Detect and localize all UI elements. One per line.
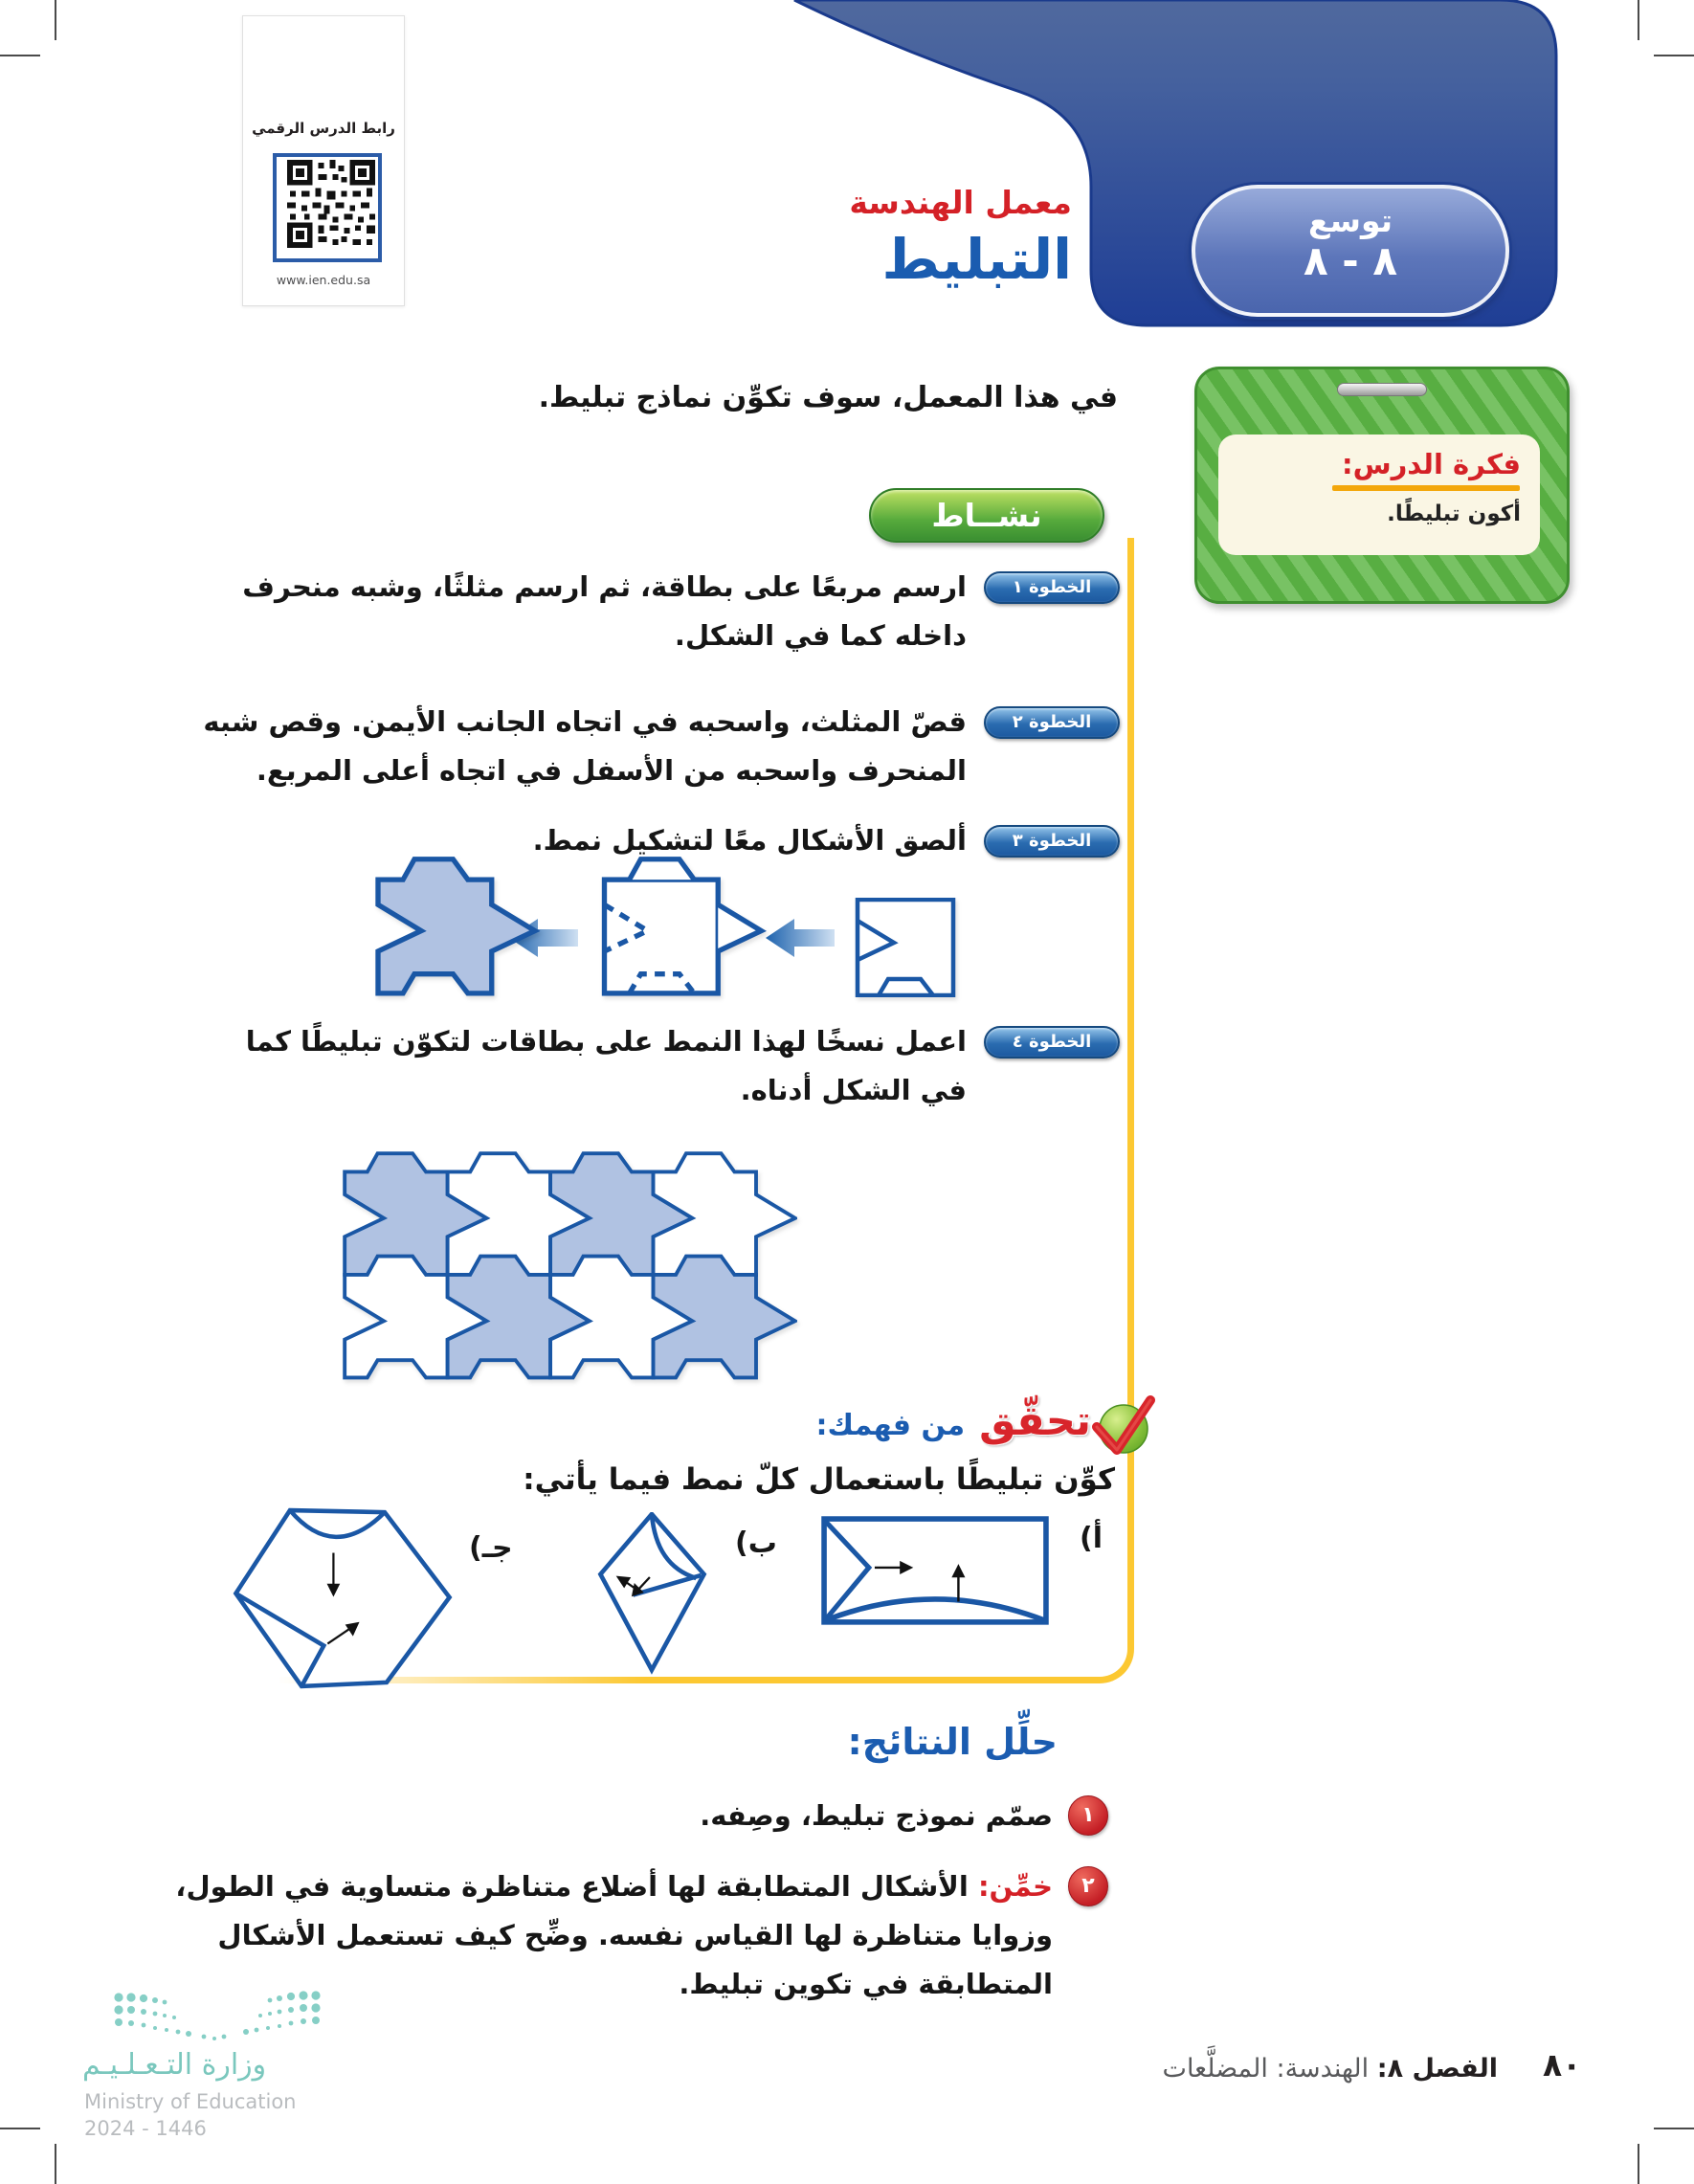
- shape-c-figure: [230, 1503, 455, 1694]
- item-2-body: الأشكال المتطابقة لها أضلاع متناظرة متساوية في الطول، وزوايا متناظرة لها القياس نفسه. وضِّح كيف تستعمل الأشكال المتطابقة في تكوين تبليط.: [175, 1870, 1053, 2000]
- step-2-badge: الخطوة ٢: [984, 706, 1120, 739]
- check-title-red: تحقّق: [979, 1397, 1091, 1445]
- crop-mark: [0, 55, 40, 56]
- check-icon: [1085, 1393, 1158, 1458]
- lesson-idea-title: فكرة الدرس:: [1342, 448, 1521, 480]
- step-3-text: ألصق الأشكال معًا لتشكيل نمط.: [532, 824, 967, 857]
- shape-a-label: أ): [1080, 1522, 1103, 1555]
- clip-icon: [1337, 383, 1427, 396]
- activity-frame-line: [1127, 538, 1134, 1646]
- crop-mark: [1654, 2128, 1694, 2129]
- lesson-number-badge: [1192, 185, 1509, 317]
- activity-frame-corner: [1094, 1642, 1134, 1683]
- qr-card-url: www.ien.edu.sa: [276, 273, 371, 287]
- chapter-footer: [1163, 2054, 1498, 2084]
- item-2-number: ٢: [1068, 1866, 1108, 1906]
- qr-code-icon: [273, 153, 382, 262]
- step-3-badge: الخطوة ٣: [984, 825, 1120, 858]
- lesson-idea-underline: [1332, 485, 1520, 491]
- crop-mark: [1638, 2144, 1639, 2184]
- crop-mark: [0, 2128, 40, 2129]
- step-4-text: اعمل نسخًا لهذا النمط على بطاقات لتكوّن تبليطًا كما في الشكل أدناه.: [245, 1025, 967, 1106]
- lesson-badge-label: توسع: [1307, 202, 1393, 239]
- ministry-name-arabic: وزارة التـعـلـيـم: [82, 2048, 267, 2082]
- analyze-results-title: حلِّل النتائج:: [847, 1721, 1058, 1763]
- lesson-idea-inner: [1218, 435, 1540, 555]
- step-1-badge: الخطوة ١: [984, 571, 1120, 604]
- check-title-blue: من فهمك:: [815, 1409, 966, 1442]
- item-2-text: [153, 1862, 1053, 2008]
- crop-mark: [55, 0, 56, 40]
- lesson-idea-card: [1194, 367, 1570, 604]
- step-figure-square-with-cuts: [852, 898, 959, 997]
- item-1-text: صمّم نموذج تبليط، وصِفه.: [700, 1799, 1053, 1832]
- chapter-footer-rest: الهندسة: المضلَّعات: [1162, 2054, 1370, 2084]
- crop-mark: [1638, 0, 1639, 40]
- ministry-name-english: Ministry of Education: [84, 2090, 297, 2113]
- activity-header: نشــاط: [869, 488, 1104, 543]
- step-4-badge: الخطوة ٤: [984, 1026, 1120, 1059]
- ministry-logo-icon: [107, 1989, 327, 2044]
- step-figure-square-with-moved-pieces: [595, 855, 777, 1000]
- crop-mark: [55, 2144, 56, 2184]
- page-number: ٨٠: [1543, 2046, 1582, 2084]
- crop-mark: [1654, 55, 1694, 56]
- shape-c-label: جـ): [469, 1531, 513, 1565]
- item-1-number: ١: [1068, 1795, 1108, 1836]
- chapter-footer-bold: الفصل ٨:: [1376, 2054, 1498, 2084]
- ministry-year: 2024 - 1446: [84, 2117, 207, 2140]
- check-prompt: كوِّن تبليطًا باستعمال كلّ نمط فيما يأتي:: [523, 1462, 1115, 1497]
- step-1-text: ارسم مربعًا على بطاقة، ثم ارسم مثلثًا، وشبه منحرف داخله كما في الشكل.: [242, 570, 967, 652]
- step-2-text: قصّ المثلث، واسحبه في اتجاه الجانب الأيمن. وقص شبه المنحرف واسحبه من الأسفل في اتجاه أعلى المربع.: [203, 705, 967, 787]
- lesson-idea-body: أكون تبليطًا.: [1387, 501, 1521, 526]
- step-figure-pattern-piece: [362, 855, 558, 1000]
- qr-card: [242, 15, 405, 306]
- tessellation-pattern-figure: [343, 1151, 797, 1386]
- item-2-lead: خمِّن:: [977, 1870, 1053, 1903]
- shape-b-label: ب): [735, 1527, 777, 1560]
- lab-kicker: معمل الهندسة: [849, 184, 1072, 221]
- intro-text: في هذا المعمل، سوف تكوِّن نماذج تبليط.: [538, 381, 1118, 414]
- shape-a-figure: [821, 1515, 1049, 1630]
- qr-card-title: رابط الدرس الرقمي: [252, 120, 395, 137]
- lesson-badge-number: ٨ - ٨: [1304, 237, 1397, 285]
- check-understanding-header: [816, 1397, 1091, 1445]
- page-title: التبليط: [881, 226, 1072, 292]
- shape-b-figure: [572, 1512, 733, 1675]
